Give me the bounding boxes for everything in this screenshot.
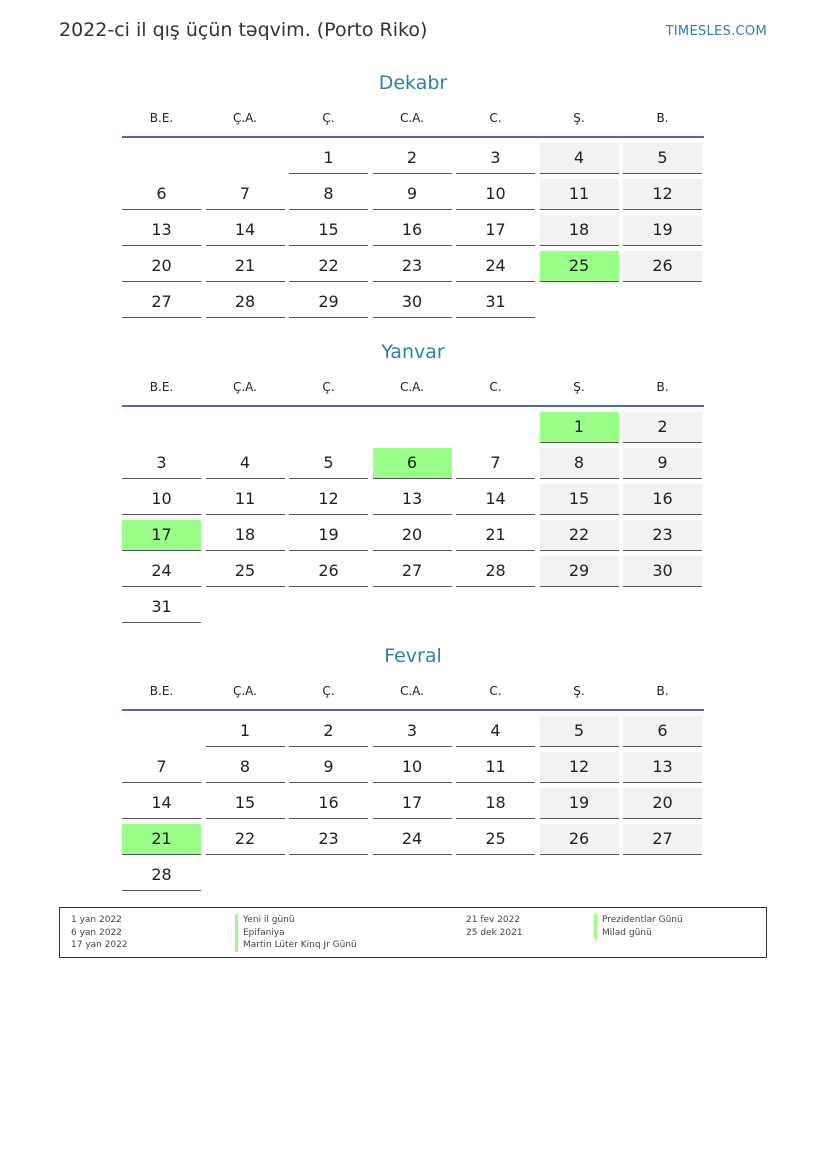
day-cell: 23: [373, 251, 452, 282]
day-cell: 12: [289, 484, 368, 515]
day-cell: 26: [289, 556, 368, 587]
holiday-day-cell: 17: [122, 520, 201, 551]
day-cell: 12: [540, 752, 619, 783]
legend-holiday-name: Epifaniya: [235, 927, 357, 940]
weekday-label: B.: [656, 111, 669, 125]
day-cell: 15: [206, 788, 285, 819]
day-cell: 22: [289, 251, 368, 282]
day-cell: 23: [623, 520, 702, 551]
day-cell: 30: [373, 287, 452, 318]
weekday-label: Ş.: [573, 111, 585, 125]
weekday-label: Ç.A.: [232, 684, 257, 698]
legend-holiday-name: Prezidentlər Günü: [594, 914, 683, 927]
day-cell: 23: [289, 824, 368, 855]
legend-date: 1 yan 2022: [71, 915, 122, 925]
day-cell: 5: [540, 716, 619, 747]
weekday-header: [122, 108, 704, 128]
day-cell: 16: [623, 484, 702, 515]
empty-cell: [373, 412, 452, 443]
day-cell: 10: [373, 752, 452, 783]
day-cell: 18: [456, 788, 535, 819]
day-cell: 11: [456, 752, 535, 783]
day-cell: 8: [540, 448, 619, 479]
day-cell: 19: [289, 520, 368, 551]
day-cell: 15: [540, 484, 619, 515]
day-cell: 30: [623, 556, 702, 587]
day-cell: 4: [456, 716, 535, 747]
day-cell: 5: [289, 448, 368, 479]
weekday-label: Ç.A.: [232, 111, 257, 125]
weekday-label: C.: [489, 684, 502, 698]
holiday-day-cell: 1: [540, 412, 619, 443]
month-december: [122, 70, 704, 318]
day-cell: 6: [122, 179, 201, 210]
weekday-label: Ç.A.: [232, 380, 257, 394]
day-cell: 29: [540, 556, 619, 587]
day-cell: 11: [540, 179, 619, 210]
day-cell: 11: [206, 484, 285, 515]
day-cell: 26: [540, 824, 619, 855]
day-cell: 7: [206, 179, 285, 210]
month-february: [122, 643, 704, 891]
holiday-day-cell: 21: [122, 824, 201, 855]
empty-cell: [122, 412, 201, 443]
day-cell: 13: [373, 484, 452, 515]
empty-cell: [122, 716, 201, 747]
day-cell: 27: [373, 556, 452, 587]
legend-dates-left: [71, 914, 128, 952]
weekday-label: Ç.: [322, 684, 335, 698]
day-cell: 7: [122, 752, 201, 783]
holiday-day-cell: 6: [373, 448, 452, 479]
header-rule: [122, 136, 704, 138]
weekday-label: C.A.: [399, 380, 424, 394]
day-cell: 21: [206, 251, 285, 282]
day-cell: 17: [373, 788, 452, 819]
day-cell: 20: [122, 251, 201, 282]
weekday-label: Ş.: [573, 684, 585, 698]
weekday-header: [122, 377, 704, 397]
day-cell: 16: [373, 215, 452, 246]
page-title: 2022-ci il qış üçün təqvim. (Porto Riko): [59, 19, 428, 41]
empty-cell: [206, 412, 285, 443]
day-cell: 31: [122, 592, 201, 623]
brand-link[interactable]: TIMESLES.COM: [665, 24, 767, 39]
day-cell: 3: [373, 716, 452, 747]
weekday-label: C.A.: [399, 684, 424, 698]
day-cell: 10: [122, 484, 201, 515]
day-cell: 13: [623, 752, 702, 783]
header-rule: [122, 405, 704, 407]
day-cell: 24: [456, 251, 535, 282]
day-cell: 29: [289, 287, 368, 318]
legend-date: 17 yan 2022: [71, 940, 128, 950]
day-cell: 8: [289, 179, 368, 210]
weekday-label: B.E.: [149, 111, 174, 125]
month-title: Yanvar: [381, 341, 445, 363]
legend-dates-right: [466, 914, 523, 939]
day-cell: 28: [206, 287, 285, 318]
day-cell: 26: [623, 251, 702, 282]
legend-names-right: [594, 914, 683, 939]
legend-holiday-name: Martin Lüter Kinq Jr Günü: [235, 939, 357, 952]
day-cell: 9: [289, 752, 368, 783]
empty-cell: [206, 143, 285, 174]
weekday-label: C.: [489, 380, 502, 394]
month-title: Fevral: [384, 645, 442, 667]
day-cell: 19: [623, 215, 702, 246]
day-cell: 2: [289, 716, 368, 747]
day-cell: 22: [206, 824, 285, 855]
day-cell: 14: [122, 788, 201, 819]
day-cell: 28: [456, 556, 535, 587]
legend-date: 25 dek 2021: [466, 927, 523, 938]
day-cell: 21: [456, 520, 535, 551]
empty-cell: [456, 412, 535, 443]
weekday-header: [122, 681, 704, 701]
month-january: [122, 339, 704, 623]
legend-date: 21 fev 2022: [466, 915, 521, 925]
day-cell: 18: [206, 520, 285, 551]
day-cell: 2: [623, 412, 702, 443]
weekday-label: Ç.: [322, 111, 335, 125]
day-grid: [122, 716, 704, 891]
day-cell: 27: [122, 287, 201, 318]
day-cell: 13: [122, 215, 201, 246]
legend-names-left: [235, 914, 357, 952]
day-cell: 1: [206, 716, 285, 747]
day-cell: 28: [122, 860, 201, 891]
day-cell: 24: [373, 824, 452, 855]
weekday-label: C.A.: [399, 111, 424, 125]
empty-cell: [289, 412, 368, 443]
legend-holiday-name: Yeni il günü: [235, 914, 357, 927]
day-cell: 12: [623, 179, 702, 210]
day-cell: 20: [373, 520, 452, 551]
day-cell: 17: [456, 215, 535, 246]
day-cell: 4: [540, 143, 619, 174]
weekday-label: B.E.: [149, 380, 174, 394]
day-cell: 16: [289, 788, 368, 819]
day-cell: 2: [373, 143, 452, 174]
weekday-label: Ç.: [322, 380, 335, 394]
day-cell: 24: [122, 556, 201, 587]
weekday-label: Ş.: [573, 380, 585, 394]
day-grid: [122, 412, 704, 623]
day-cell: 15: [289, 215, 368, 246]
day-cell: 6: [623, 716, 702, 747]
day-cell: 1: [289, 143, 368, 174]
weekday-label: B.E.: [149, 684, 174, 698]
day-cell: 8: [206, 752, 285, 783]
day-cell: 14: [206, 215, 285, 246]
day-cell: 20: [623, 788, 702, 819]
holiday-day-cell: 25: [540, 251, 619, 282]
day-cell: 5: [623, 143, 702, 174]
day-grid: [122, 143, 704, 318]
legend-date: 6 yan 2022: [71, 927, 122, 938]
day-cell: 3: [122, 448, 201, 479]
day-cell: 7: [456, 448, 535, 479]
day-cell: 10: [456, 179, 535, 210]
day-cell: 19: [540, 788, 619, 819]
day-cell: 4: [206, 448, 285, 479]
day-cell: 31: [456, 287, 535, 318]
day-cell: 22: [540, 520, 619, 551]
day-cell: 9: [373, 179, 452, 210]
weekday-label: B.: [656, 380, 669, 394]
weekday-label: C.: [489, 111, 502, 125]
day-cell: 9: [623, 448, 702, 479]
header-rule: [122, 709, 704, 711]
day-cell: 14: [456, 484, 535, 515]
month-title: Dekabr: [378, 72, 448, 94]
day-cell: 27: [623, 824, 702, 855]
legend-holiday-name: Milad günü: [594, 927, 683, 940]
holiday-legend: [59, 907, 767, 958]
day-cell: 25: [206, 556, 285, 587]
day-cell: 25: [456, 824, 535, 855]
day-cell: 3: [456, 143, 535, 174]
empty-cell: [122, 143, 201, 174]
weekday-label: B.: [656, 684, 669, 698]
day-cell: 18: [540, 215, 619, 246]
